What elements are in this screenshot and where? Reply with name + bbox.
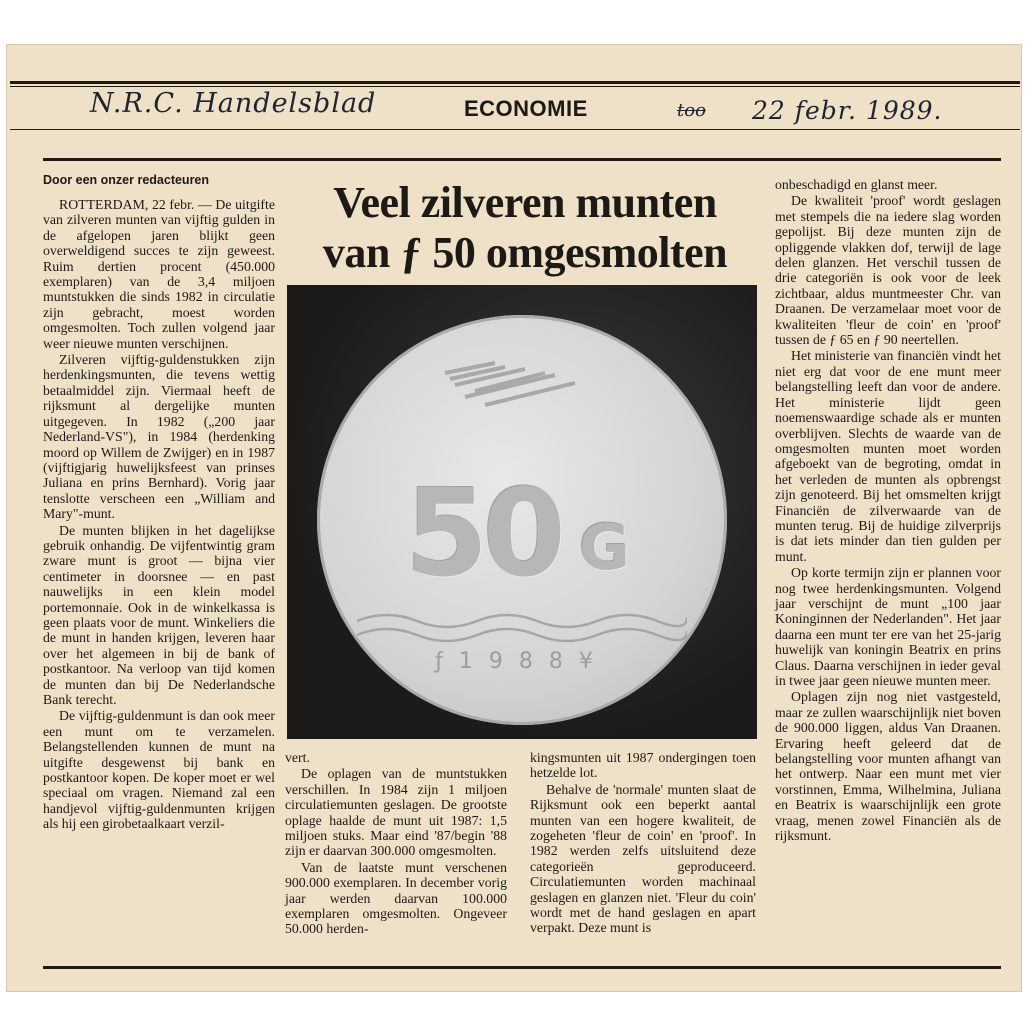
- paragraph: kingsmunten uit 1987 ondergingen toen hetzelde lot.: [530, 750, 756, 781]
- article-column-3: [530, 750, 756, 936]
- article-column-2: [285, 750, 507, 937]
- paragraph: De oplagen van de muntstukken verschillen. In 1984 zijn 1 miljoen circulatiemunten geslagen. De grootste oplage haalde de munt uit 1987: 1,5 miljoen stuks. Maar eind '87/begin '88 zijn er daarvan 300.000 omgesmolten.: [285, 766, 507, 859]
- byline: Door een onzer redacteuren: [43, 173, 210, 187]
- section-label: ECONOMIE: [464, 96, 588, 121]
- coin-value: 50: [405, 465, 560, 604]
- top-rule-thin: [10, 86, 1020, 87]
- paragraph: vert.: [285, 750, 310, 765]
- paragraph: De vijftig-guldenmunt is dan ook meer een munt om te verzamelen. Belangstellenden kunnen de munt na uitgifte desgewenst bij bank en postkantoor kopen. De koper moet er wel speciaal om vragen. Niemand zal een handjevol vijftig-guldenmunten krijgen als hij een girobetaalkaart verzil-: [43, 708, 275, 832]
- paragraph: Behalve de 'normale' munten slaat de Rijksmunt ook een beperkt aantal munten van een hogere kwaliteit, de zogeheten 'fleur de coin' en 'proof'. In 1982 werden zelfs uitsluitend deze categorieën geproduceerd. Circulatiemunten worden machinaal geslagen en glanzen niet. 'Fleur du coin' wordt met de hand geslagen en apart verpakt. Deze munt is: [530, 781, 756, 936]
- paragraph: onbeschadigd en glanst meer.: [775, 177, 938, 192]
- coin-unit: G: [579, 511, 630, 584]
- coin-wave-lines: [357, 607, 687, 647]
- paragraph: De kwaliteit 'proof' wordt geslagen met stempels die na iedere slag worden gepolijst. Bij deze munten zijn de opliggende vlakken dof, terwijl de lage delen glanzen. Het verschil tussen de drie categoriën is ook voor de leek zichtbaar, aldus muntmeester Chr. van Draanen. De verzamelaar moet voor de kwaliteiten 'fleur de coin' en 'proof' tussen de ƒ 65 en ƒ 90 neertellen.: [775, 193, 1001, 348]
- struck-text: too: [677, 100, 706, 121]
- paragraph: Zilveren vijftig-guldenstukken zijn herdenkingsmunten, die tevens wettig betaalmiddel zijn. Viermaal heeft de rijksmunt al dergelijke munten uitgegeven. In 1982 („200 jaar Nederland-VS"), in 1984 (herdenking moord op Willem de Zwijger) en in 1987 (vijftigjarig huwelijksfeest van prinses Juliana en prins Bernhard). Vorig jaar tenslotte verscheen een „William and Mary"-munt.: [43, 352, 275, 522]
- date-handwritten: 22 febr. 1989.: [752, 96, 943, 125]
- paragraph: Het ministerie van financiën vindt het niet erg dat voor de ene munt meer belangstelling leeft dan voor de andere. Het ministerie lijdt geen noemenswaardige schade als er munten overblijven. Slechts de waarde van de omgesmolten munten moet worden afgeboekt van de begroting, omdat in het verleden de munten als opbrengst zijn genoteerd. Bij het omsmelten krijgt Financiën de zilverwaarde van de munten terug. Bij de huidige zilverprijs is dat iets minder dan tien gulden per munt.: [775, 348, 1001, 564]
- article-bottom-rule: [43, 966, 1001, 969]
- paragraph: Oplagen zijn nog niet vastgesteld, maar ze zullen waarschijnlijk niet boven de 900.000 liggen, aldus Van Draanen. Ervaring heeft geleerd dat de belangstelling voor munten afhangt van het ontwerp. Naar een munt met vier vorstinnen, Emma, Wilhelmina, Juliana en Beatrix is waarschijnlijk een grote vraag, menen zowel Financiën als de rijksmunt.: [775, 689, 1001, 844]
- article-top-rule: [43, 158, 1001, 161]
- coin-engraving-lines: [435, 355, 595, 415]
- paragraph: Op korte termijn zijn er plannen voor nog twee herdenkingsmunten. Volgend jaar verschijnt de munt „100 jaar Koninginnen der Nederlanden". Het jaar daarna een munt ter ere van het 25-jarig huwelijk van koningin Beatrix en prins Claus. Daarna verschijnen in ieder geval in twee jaar geen nieuwe munten meer.: [775, 565, 1001, 688]
- newspaper-name-handwritten: N.R.C. Handelsblad: [90, 88, 377, 119]
- masthead-bottom-rule: [10, 129, 1020, 130]
- article-column-1: [43, 197, 275, 832]
- paragraph: Van de laatste munt verschenen 900.000 exemplaren. In december vorig jaar werden daarvan 100.000 exemplaren omgesmolten. Ongeveer 50.000 herden-: [285, 859, 507, 937]
- headline-line-2: van ƒ 50 omgesmolten: [322, 228, 728, 277]
- headline-line-1: Veel zilveren munten: [333, 178, 717, 227]
- article-column-4: [775, 177, 1001, 843]
- top-rule: [10, 81, 1020, 84]
- paragraph: De munten blijken in het dagelijkse gebruik onhandig. De vijfentwintig gram zware munt is groot — bijna vier centimeter in doorsnee — en past nauwelijks in een klein model portemonnaie. Ook in de winkelkassa is geen plaats voor de munt. Winkeliers die de munt in handen krijgen, leveren haar over het algemeen in bij de bank of postkantoor. Na verloop van tijd komen de munten dan bij De Nederlandsche Bank terecht.: [43, 522, 275, 707]
- coin-year: ƒ1988¥: [435, 649, 609, 674]
- paragraph: ROTTERDAM, 22 febr. — De uitgifte van zilveren munten van vijftig gulden in de afgelopen jaren blijkt geen overweldigend succes te zijn geweest. Ruim dertien procent (450.000 exemplaren) van de 3,4 miljoen muntstukken die sinds 1982 in circulatie zijn gebracht, moest worden omgesmolten. Toch zullen volgend jaar weer nieuwe munten verschijnen.: [43, 197, 275, 351]
- coin-photo: [287, 285, 757, 739]
- coin-image: [317, 315, 727, 725]
- headline: [290, 178, 760, 278]
